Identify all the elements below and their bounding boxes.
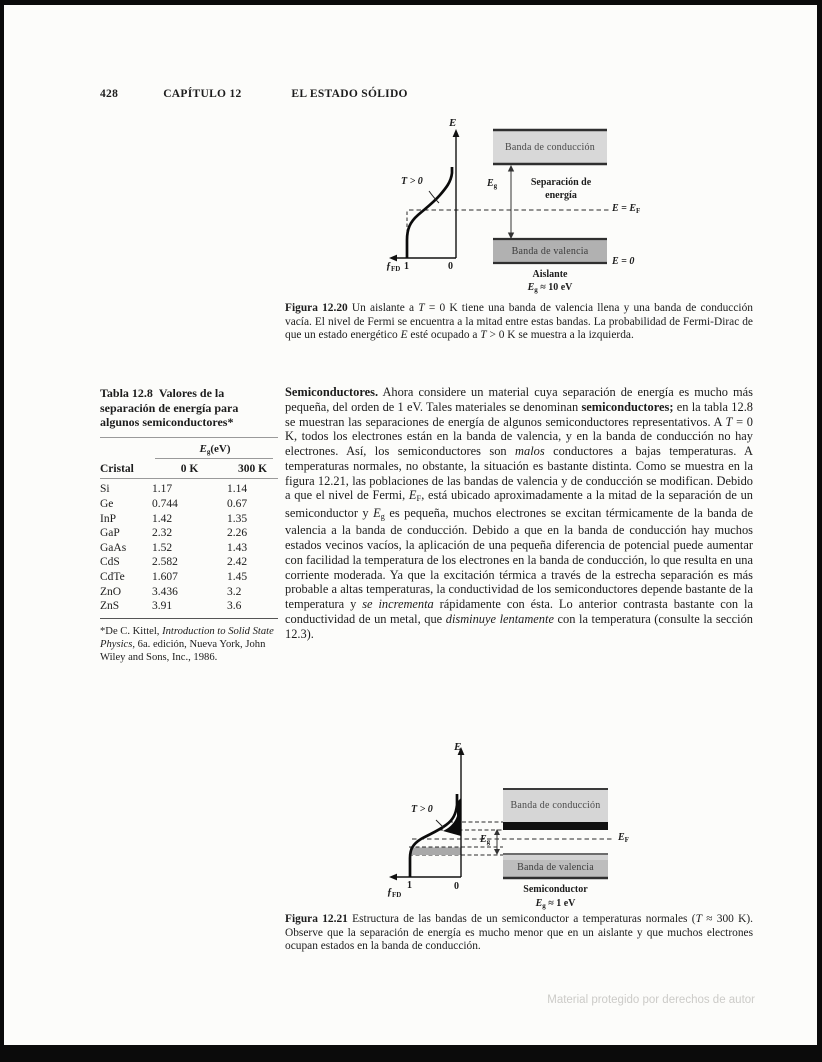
tick-zero: 0 [448,261,453,272]
energy-gap-label: $E_g$ [480,834,491,846]
gap-value-label: $E_g \approx 10$ eV [527,282,573,294]
temp-label-pointer-line [436,820,444,828]
table-rule-top [100,437,278,438]
energy-gap-label: $E_g$ [487,178,498,190]
fermi-function-axis-label: $ƒ_{FD}$ [387,887,402,899]
chapter-label: CAPÍTULO 12 [163,88,242,100]
table-row [100,482,278,497]
energy-axis-arrowhead [453,129,460,137]
valence-band-label: Banda de valencia [517,861,594,873]
cell-0k: 1.42 [152,512,173,525]
table-body [100,482,278,613]
table-rule-spanner [155,458,273,459]
material-label: Aislante [532,269,568,280]
figure-12-20-diagram [385,118,720,300]
cell-crystal: CdTe [100,570,125,583]
table-title: Tabla 12.8 Valores de la separación de energía para algunos semiconductores* [100,386,239,430]
table-row [100,541,278,556]
energy-gap-arrowhead-up [508,165,514,172]
fermi-function-axis-arrowhead [389,874,397,881]
cell-0k: 2.32 [152,527,173,540]
table-footnote: *De C. Kittel, Introduction to Solid State Physics, 6a. edición, Nueva York, John Wiley and Sons, Inc., 1986. [100,625,274,664]
figure-12-21-caption: Figura 12.21 Estructura de las bandas de un semiconductor a temperaturas normales (T ≈ 300 K). Observe que la separación de energía es mucho menor que en un aislante y que muchos electrones ocupan estados en la banda de conducción. [285,913,753,953]
conduction-band-label: Banda de conducción [505,141,595,153]
table-row [100,512,278,527]
cell-300k: 1.35 [227,512,248,525]
tick-one: 1 [404,261,409,272]
table-row [100,570,278,585]
gap-value-label: $E_g \approx 1$ eV [535,898,576,910]
table-row [100,526,278,541]
col-header-300k: 300 K [237,462,268,475]
col-header-crystal: Cristal [100,462,134,475]
page-number: 428 [100,88,119,100]
table-rule-header [100,478,278,479]
fermi-function-axis-label: $ƒ_{FD}$ [386,261,401,273]
cell-crystal: ZnO [100,585,122,598]
cell-crystal: GaP [100,527,120,540]
tick-one: 1 [407,880,412,891]
energy-gap-caption: Separación de energía [530,177,592,201]
energy-axis-label: E [454,741,462,753]
table-row [100,599,278,614]
table-12-8 [100,386,278,664]
cell-300k: 2.42 [227,556,248,569]
cell-0k: 3.91 [152,600,173,613]
cell-300k: 0.67 [227,497,248,510]
table-row [100,497,278,512]
energy-gap-arrowhead-down [494,849,500,855]
cell-300k: 1.43 [227,541,248,554]
cell-300k: 1.14 [227,483,248,496]
table-header-row [100,462,278,477]
cell-crystal: GaAs [100,541,127,554]
semiconductors-paragraph: Semiconductores. Ahora considere un material cuya separación de energía es mucho más pequeña, del orden de 1 eV. Tales materiales se denominan semiconductores; en la tabla 12.8 se muestran las separaciones de energía de algunos semiconductores representativos. A T = 0 K, todos los electrones están en la banda de valencia, y en la banda de conducción no hay electrones. Así, los semiconductores son malos conductores a bajas temperaturas. A temperaturas normales, no obstante, la situación es bastante distinta. Como se muestra en la figura 12.21, las poblaciones de las bandas de valencia y de conducción se modifican. Debido a que el nivel de Fermi, EF, está ubicado aproximadamente a la mitad de la separación de un semiconductor y Eg es pequeña, muchos electrones se excitan térmicamente de la banda de valencia a la banda de conducción. Debido a que en la banda de conducción hay muchos estados vecinos vacíos, la aplicación de una pequeña diferencia de potencial puede aumentar con facilidad la temperatura de los electrones en la banda de conducción, lo que resulta en una corriente moderada. Ya que la excitación térmica a través de la estrecha separación es más probable a altas temperaturas, la conductividad de los semiconductores depende bastante de la temperatura y se incrementa rápidamente con ésta. Lo anterior contrasta bastante con la conductividad de un metal, que disminuye lentamente con la temperatura (consulte la sección 12.3). [285,385,754,641]
material-label: Semiconductor [523,884,588,895]
table-unit-header: Eg(eV) [199,442,231,456]
cell-crystal: Ge [100,497,114,510]
section-run-in-head: Semiconductores. [285,385,379,399]
cell-crystal: CdS [100,556,120,569]
fermi-level-label: $E_F$ [618,832,629,844]
valence-band-label: Banda de valencia [511,245,589,257]
cell-0k: 3.436 [152,585,178,598]
temp-label: T > 0 [411,804,433,815]
chapter-title: EL ESTADO SÓLIDO [291,88,408,100]
copyright-watermark: Material protegido por derechos de autor [547,994,755,1006]
fermi-level-label: $E = E_F$ [612,203,641,215]
hole-band-in-graph [410,848,461,856]
cell-0k: 2.582 [152,556,178,569]
temp-label: T > 0 [401,176,423,187]
cell-0k: 1.52 [152,541,173,554]
cell-300k: 2.26 [227,527,248,540]
table-row [100,555,278,570]
tick-zero: 0 [454,881,459,892]
figure-12-20-caption: Figura 12.20 Un aislante a T = 0 K tiene una banda de valencia llena y una banda de conducción vacía. El nivel de Fermi se encuentra a la mitad entre estas bandas. La probabilidad de Fermi-Dirac de que un estado energético E esté ocupado a T > 0 K se muestra a la izquierda. [285,302,753,342]
table-rule-bottom [100,618,278,619]
zero-energy-label: E = 0 [612,256,635,267]
occupied-electron-strip [503,822,608,830]
cell-0k: 1.607 [152,570,178,583]
cell-300k: 3.2 [227,585,242,598]
conduction-band-label: Banda de conducción [510,799,601,811]
col-header-0k: 0 K [180,462,199,475]
figure-12-21-diagram [385,742,760,917]
cell-crystal: InP [100,512,116,525]
cell-0k: 1.17 [152,483,173,496]
table-row [100,585,278,600]
cell-crystal: ZnS [100,600,120,613]
energy-axis-label: E [449,117,457,129]
cell-crystal: Si [100,483,110,496]
cell-300k: 1.45 [227,570,248,583]
cell-300k: 3.6 [227,600,242,613]
running-head [100,88,408,100]
cell-0k: 0.744 [152,497,178,510]
